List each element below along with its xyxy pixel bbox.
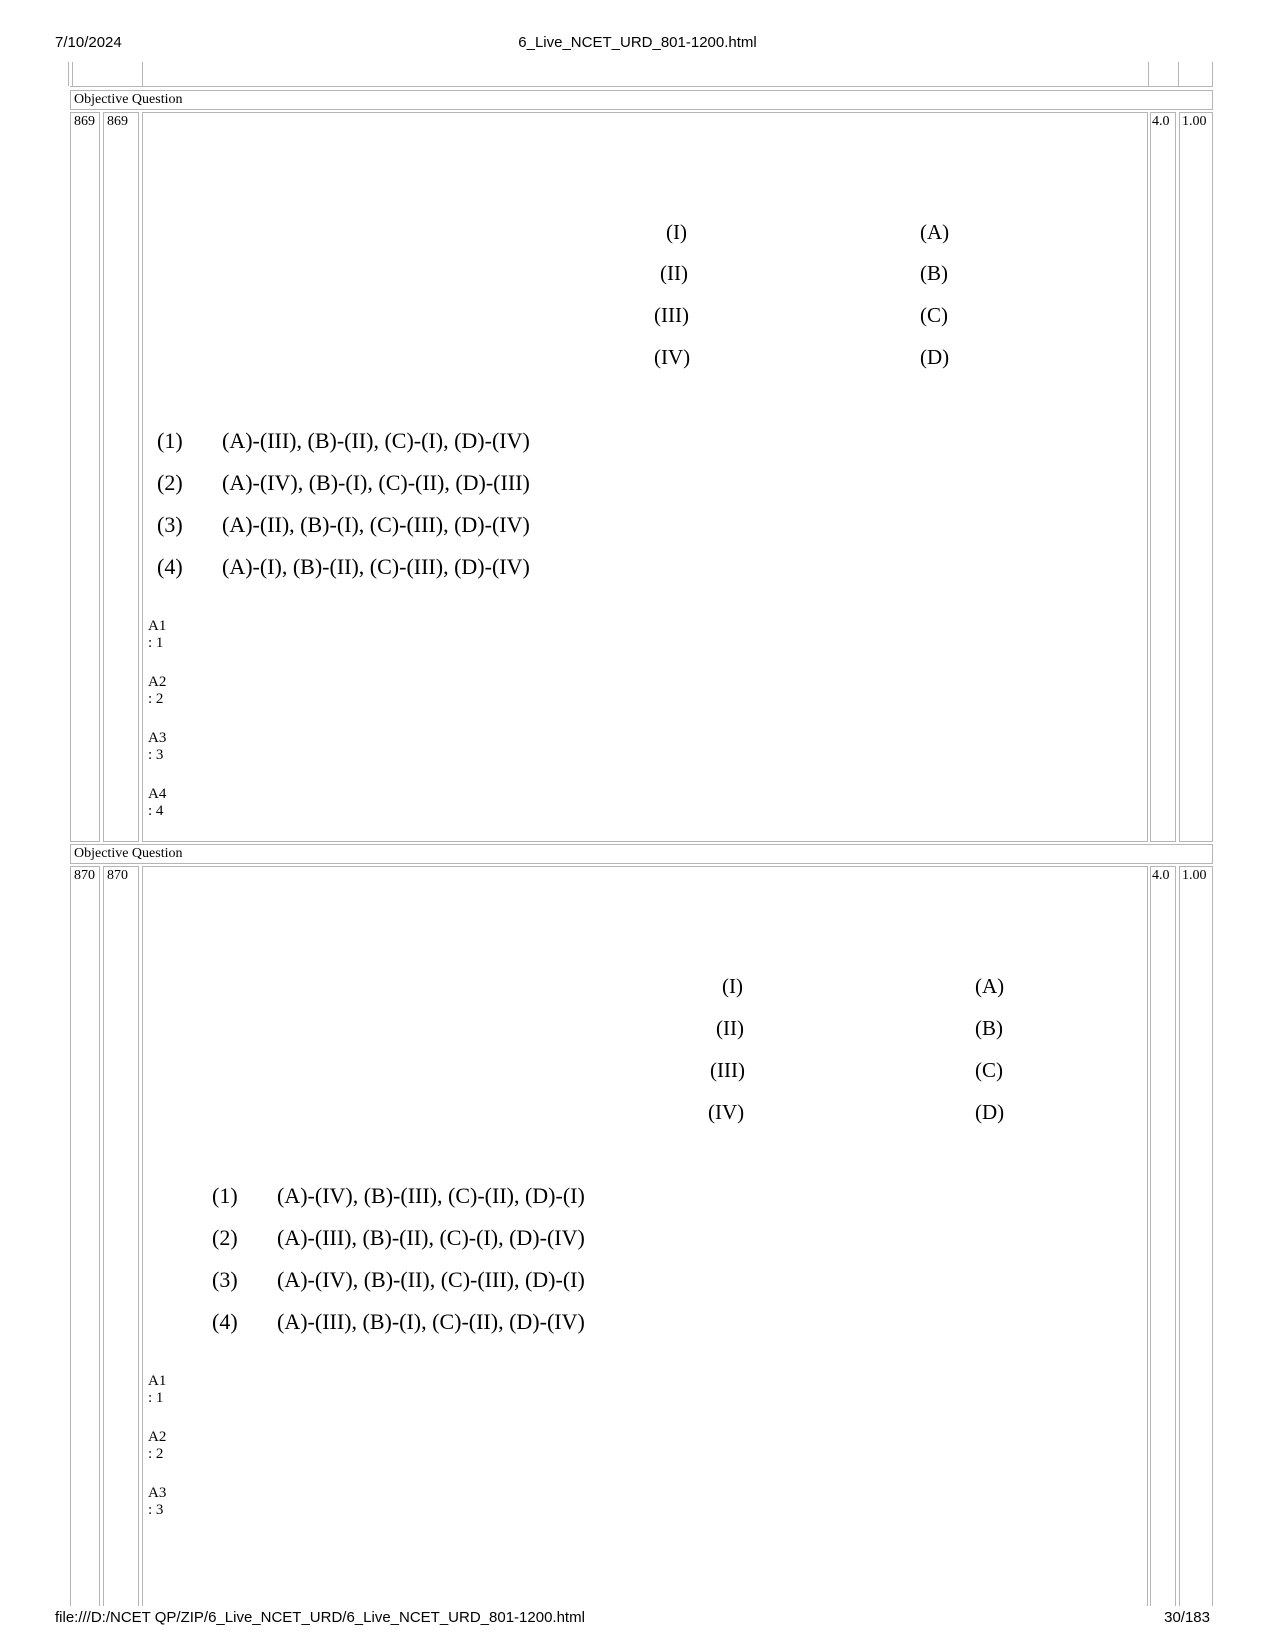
option-number: (2)	[212, 1225, 238, 1250]
list2-label: (IV)	[654, 345, 691, 369]
question-id-cell	[103, 866, 139, 1606]
answer-key: A3 : 3	[148, 1485, 167, 1518]
list2-label: (II)	[660, 261, 688, 285]
section-label: Objective Question	[70, 844, 1213, 864]
negative-marks: 1.00	[1182, 868, 1207, 883]
serial-cell	[70, 866, 100, 1606]
table-border	[142, 62, 143, 86]
document-title: 6_Live_NCET_URD_801-1200.html	[518, 34, 757, 51]
option-text: (A)-(IV), (B)-(III), (C)-(II), (D)-(I)	[277, 1183, 585, 1208]
list1-label: (D)	[920, 345, 950, 369]
question-id: 869	[107, 114, 128, 129]
option-text: (A)-(I), (B)-(II), (C)-(III), (D)-(IV)	[222, 554, 530, 579]
serial-number: 869	[74, 114, 95, 129]
negative-marks-cell	[1179, 866, 1213, 1606]
option-text: (A)-(II), (B)-(I), (C)-(III), (D)-(IV)	[222, 512, 530, 537]
answer-key: A1 : 1	[148, 1373, 167, 1406]
question-id: 870	[107, 868, 128, 883]
list1-label: (A)	[920, 220, 950, 244]
marks-cell	[1150, 866, 1176, 1606]
question-id-cell	[103, 112, 139, 842]
option-number: (3)	[212, 1267, 238, 1292]
page-header	[0, 30, 1275, 54]
marks-cell	[1150, 112, 1176, 842]
list1-label: (A)	[975, 974, 1005, 998]
list1-label: (D)	[975, 1100, 1005, 1124]
list2-label: (III)	[654, 303, 689, 327]
answer-key: A2 : 2	[148, 1429, 167, 1462]
list2-label: (III)	[710, 1058, 745, 1082]
table-border	[1148, 62, 1149, 86]
section-label: Objective Question	[70, 90, 1213, 110]
option-number: (4)	[157, 554, 183, 579]
list2-label: (I)	[722, 974, 743, 998]
option-number: (4)	[212, 1309, 238, 1334]
negative-marks: 1.00	[1182, 114, 1207, 129]
page-footer	[0, 1605, 1275, 1629]
list1-label: (B)	[975, 1016, 1003, 1040]
list1-label: (C)	[975, 1058, 1003, 1082]
option-text: (A)-(IV), (B)-(II), (C)-(III), (D)-(I)	[277, 1267, 585, 1292]
table-border	[68, 62, 69, 86]
option-number: (1)	[157, 428, 183, 453]
print-date: 7/10/2024	[55, 34, 122, 51]
list2-label: (II)	[716, 1016, 744, 1040]
list1-label: (B)	[920, 261, 948, 285]
option-number: (1)	[212, 1183, 238, 1208]
serial-cell	[70, 112, 100, 842]
list2-label: (IV)	[708, 1100, 745, 1124]
answer-key: A4 : 4	[148, 786, 167, 819]
file-path: file:///D:/NCET QP/ZIP/6_Live_NCET_URD/6_Live_NCET_URD_801-1200.html	[55, 1609, 585, 1626]
negative-marks-cell	[1179, 112, 1213, 842]
marks: 4.0	[1152, 114, 1170, 129]
option-text: (A)-(III), (B)-(I), (C)-(II), (D)-(IV)	[277, 1309, 585, 1334]
list1-label: (C)	[920, 303, 948, 327]
page-number: 30/183	[1164, 1609, 1210, 1626]
table-border	[1212, 62, 1213, 86]
list2-label: (I)	[666, 220, 687, 244]
answer-key: A3 : 3	[148, 730, 167, 763]
option-number: (2)	[157, 470, 183, 495]
option-number: (3)	[157, 512, 183, 537]
serial-number: 870	[74, 868, 95, 883]
table-border	[1178, 62, 1179, 86]
answer-key: A1 : 1	[148, 618, 167, 651]
option-text: (A)-(IV), (B)-(I), (C)-(II), (D)-(III)	[222, 470, 530, 495]
option-text: (A)-(III), (B)-(II), (C)-(I), (D)-(IV)	[277, 1225, 585, 1250]
marks: 4.0	[1152, 868, 1170, 883]
option-text: (A)-(III), (B)-(II), (C)-(I), (D)-(IV)	[222, 428, 530, 453]
table-border	[70, 86, 1213, 87]
answer-key: A2 : 2	[148, 674, 167, 707]
table-border	[72, 62, 73, 86]
